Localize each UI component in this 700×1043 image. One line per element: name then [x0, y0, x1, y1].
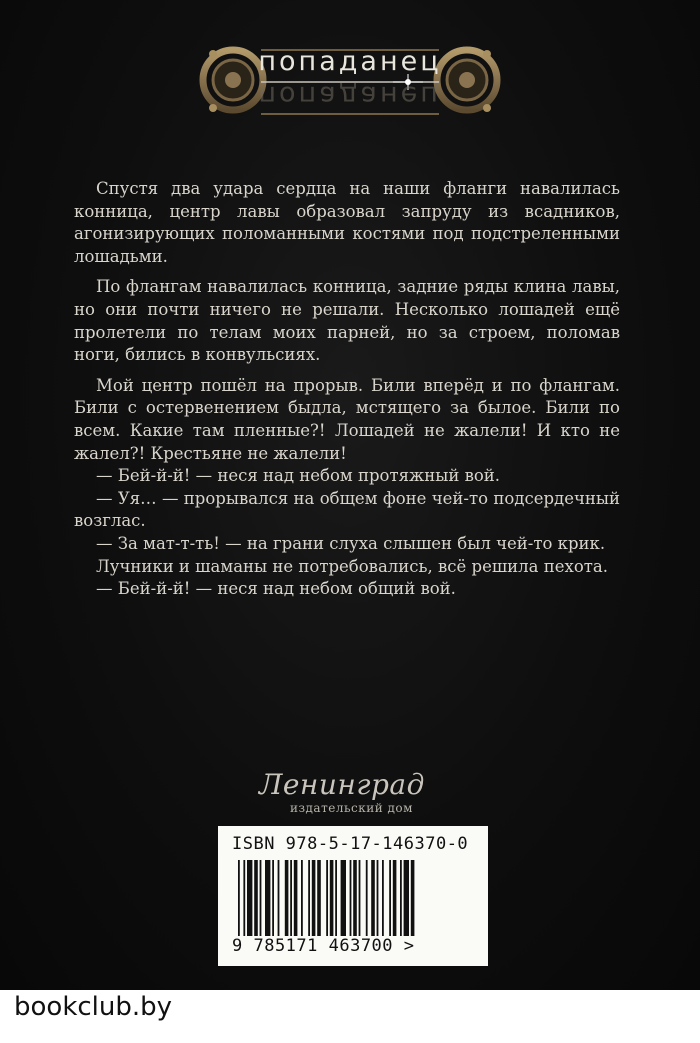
blurb-paragraph: — Бей-й-й! — неся над небом протяжный вой.	[96, 466, 501, 486]
blurb-paragraph: — Бей-й-й! — неся над небом общий вой.	[96, 579, 456, 599]
blurb-paragraph: Мой центр пошёл на прорыв. Били вперёд и по флангам. Били с остервенением быдла, мстящего за былое. Били по всем. Какие там пленные?! Лошадей не жалели! И кто не жалел?! Крестьяне не жалели!	[74, 375, 620, 463]
series-emblem	[195, 38, 505, 133]
blurb-paragraph: — За мат-т-ть! — на грани слуха слышен был чей-то крик.	[96, 533, 606, 553]
blurb-paragraph: Спустя два удара сердца на наши фланги навалилась конница, центр лавы образовал запруду из всадников, агонизирующих поломанными костями под подстреленными лошадьми.	[74, 179, 620, 266]
blurb-paragraph: Лучники и шаманы не потребовались, всё решила пехота.	[96, 556, 608, 576]
series-title: попаданец	[258, 46, 442, 77]
publisher-name: Ленинград	[259, 768, 425, 801]
blurb-paragraph: По флангам навалилась конница, задние ряды клина лавы, но они почти ничего не решали. Несколько лошадей ещё пролетели по телам моих парней, но за строем, поломав ноги, бились в конвульсиях.	[74, 277, 620, 365]
isbn-barcode-box	[218, 826, 488, 966]
blurb-paragraph: — Уя… — прорывался на общем фоне чей-то подсердечный возглас.	[74, 488, 620, 531]
blurb-text	[74, 178, 620, 601]
publisher-subtitle: издательский дом	[290, 801, 413, 815]
barcode-icon	[236, 860, 470, 936]
series-title-reflection: попаданец	[258, 80, 442, 111]
isbn-label: ISBN 978-5-17-146370-0	[232, 834, 469, 854]
barcode-digits: 9 785171 463700 >	[232, 936, 415, 956]
site-watermark: bookclub.by	[14, 992, 173, 1022]
publisher-logo	[255, 768, 455, 818]
